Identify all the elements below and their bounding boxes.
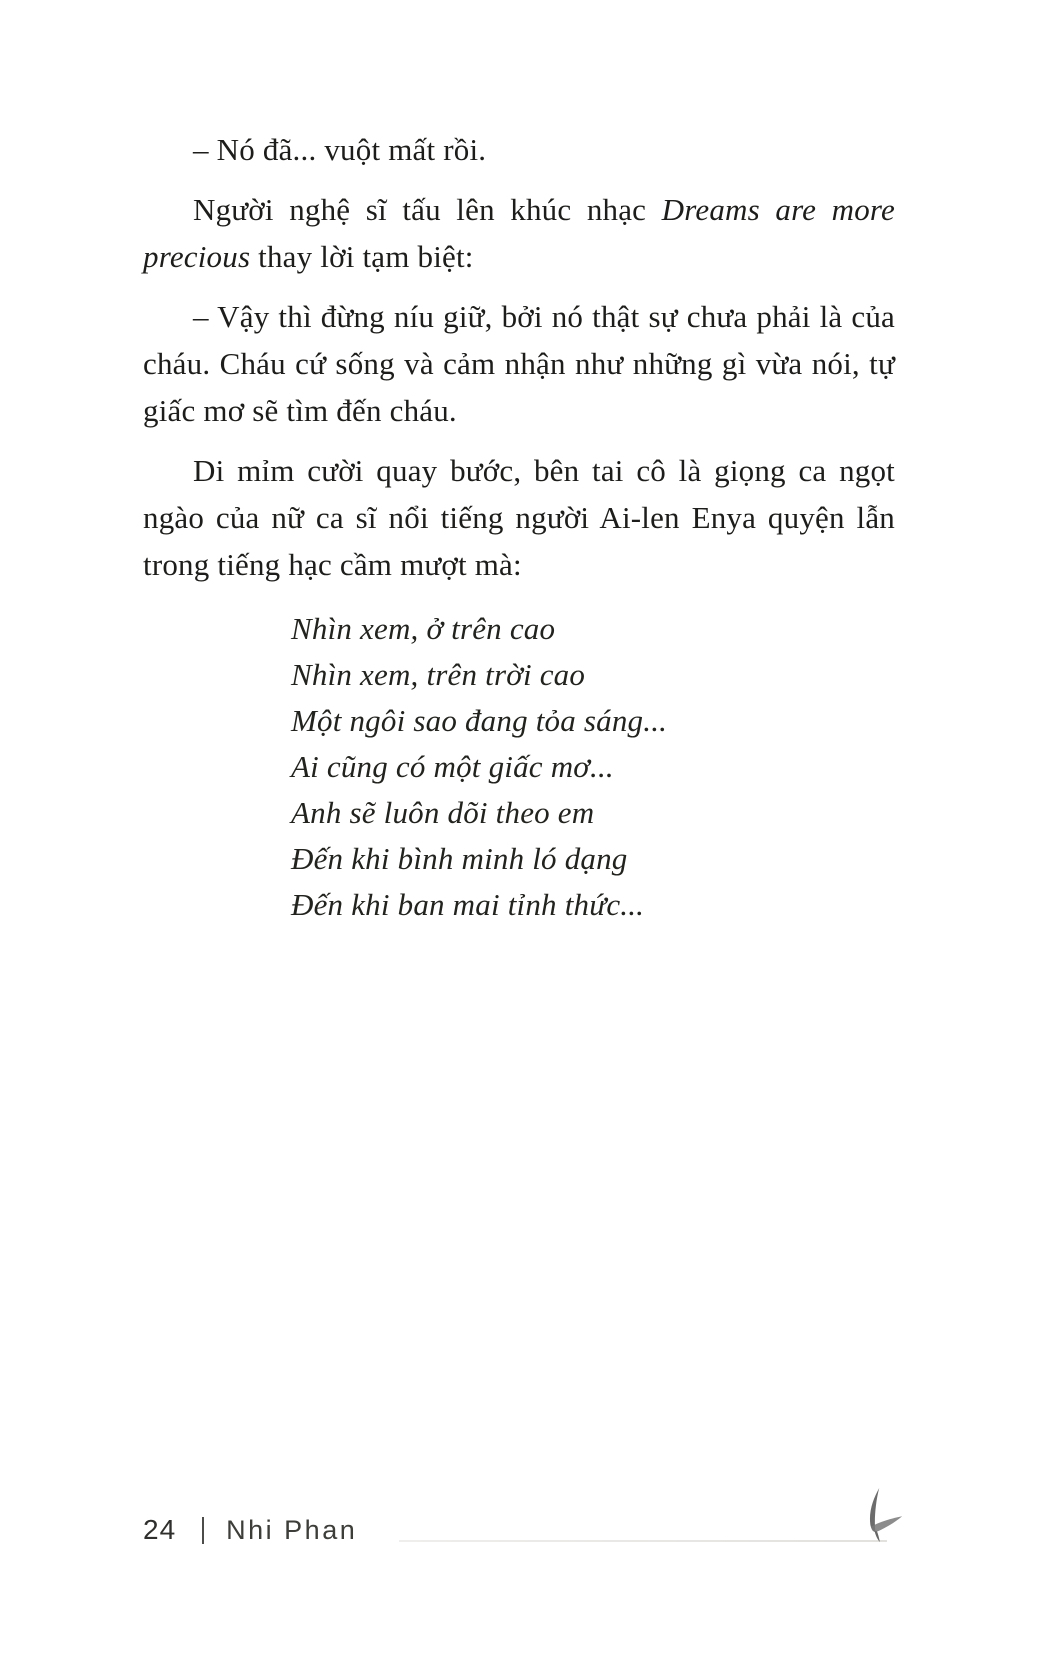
footer-separator: [202, 1517, 204, 1544]
paragraph-narration-2: Di mỉm cười quay bước, bên tai cô là giọng ca ngọt ngào của nữ ca sĩ nổi tiếng người Ai-len Enya quyện lẫn trong tiếng hạc cầm mượt mà:: [143, 453, 895, 582]
paragraph-dialogue-1: – Nó đã... vuột mất rồi.: [193, 132, 487, 167]
song-title-italic: Dreams are more precious: [143, 192, 895, 274]
lyric-line: Một ngôi sao đang tỏa sáng...: [291, 703, 668, 738]
paragraph-text: thay lời tạm biệt:: [250, 239, 474, 274]
lyric-line: Nhìn xem, ở trên cao: [291, 611, 556, 646]
song-lyrics-block: [291, 606, 895, 928]
flying-bird-icon: [847, 1484, 909, 1554]
paragraph-dialogue-2: – Vậy thì đừng níu giữ, bởi nó thật sự chưa phải là của cháu. Cháu cứ sống và cảm nhận như những gì vừa nói, tự giấc mơ sẽ tìm đến cháu.: [143, 299, 895, 428]
footer-rule-line: [399, 1540, 887, 1542]
lyric-line: Nhìn xem, trên trời cao: [291, 657, 586, 692]
body-text: [143, 126, 895, 928]
lyric-line: Đến khi bình minh ló dạng: [291, 841, 628, 876]
page-number: 24: [143, 1514, 177, 1545]
paragraph-narration-1: [143, 186, 895, 280]
author-name: Nhi Phan: [226, 1514, 358, 1545]
lyric-line: Anh sẽ luôn dõi theo em: [291, 795, 595, 830]
lyric-line: Ai cũng có một giấc mơ...: [291, 749, 614, 784]
lyric-line: Đến khi ban mai tỉnh thức...: [291, 887, 645, 922]
paragraph-text: Người nghệ sĩ tấu lên khúc nhạc: [193, 192, 662, 227]
page-footer: [143, 1506, 905, 1554]
